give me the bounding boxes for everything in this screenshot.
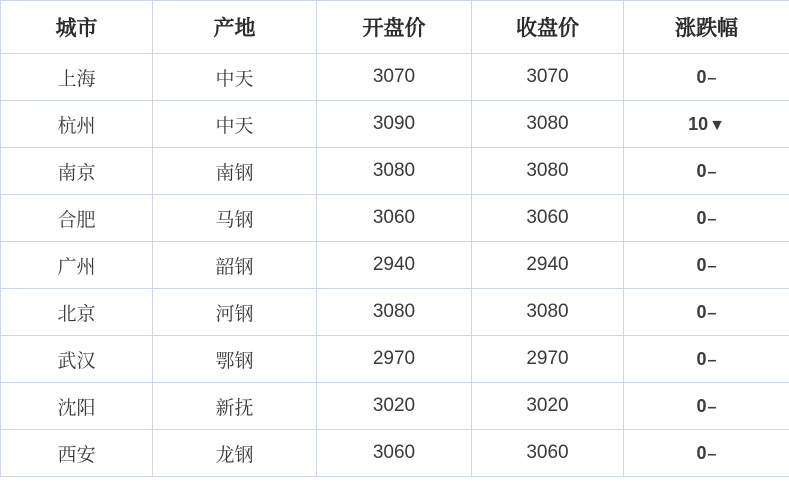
- cell-close-price: 3060: [472, 195, 624, 242]
- table-row: [1, 383, 789, 430]
- table-row: [1, 148, 789, 195]
- cell-open-price: 3070: [317, 54, 472, 101]
- table-row: [1, 54, 789, 101]
- change-value: 0: [696, 207, 707, 228]
- cell-city: 杭州: [1, 101, 153, 148]
- column-header-change: 涨跌幅: [624, 1, 789, 54]
- dash-icon: –: [707, 445, 717, 463]
- cell-change: [624, 195, 789, 242]
- cell-city: 武汉: [1, 336, 153, 383]
- cell-origin: 中天: [153, 101, 317, 148]
- dash-icon: –: [707, 69, 717, 87]
- dash-icon: –: [707, 351, 717, 369]
- cell-close-price: 3080: [472, 289, 624, 336]
- cell-close-price: 3060: [472, 430, 624, 477]
- cell-open-price: 3020: [317, 383, 472, 430]
- table-body: [1, 54, 789, 477]
- cell-city: 上海: [1, 54, 153, 101]
- cell-city: 沈阳: [1, 383, 153, 430]
- change-value: 0: [696, 348, 707, 369]
- cell-city: 广州: [1, 242, 153, 289]
- cell-open-price: 2970: [317, 336, 472, 383]
- table-row: [1, 336, 789, 383]
- cell-city: 南京: [1, 148, 153, 195]
- dash-icon: –: [707, 210, 717, 228]
- cell-origin: 马钢: [153, 195, 317, 242]
- dash-icon: –: [707, 163, 717, 181]
- cell-close-price: 2940: [472, 242, 624, 289]
- change-value: 0: [696, 301, 707, 322]
- cell-origin: 南钢: [153, 148, 317, 195]
- table-row: [1, 195, 789, 242]
- column-header-city: 城市: [1, 1, 153, 54]
- cell-close-price: 3080: [472, 101, 624, 148]
- arrow-down-icon: ▼: [709, 116, 725, 134]
- cell-city: 合肥: [1, 195, 153, 242]
- table-header: [1, 1, 789, 54]
- change-value: 0: [696, 160, 707, 181]
- cell-origin: 河钢: [153, 289, 317, 336]
- table-row: [1, 101, 789, 148]
- dash-icon: –: [707, 304, 717, 322]
- cell-close-price: 3080: [472, 148, 624, 195]
- table-row: [1, 242, 789, 289]
- column-header-origin: 产地: [153, 1, 317, 54]
- cell-change: [624, 336, 789, 383]
- cell-close-price: 2970: [472, 336, 624, 383]
- cell-change: [624, 54, 789, 101]
- cell-open-price: 3060: [317, 430, 472, 477]
- cell-origin: 龙钢: [153, 430, 317, 477]
- cell-change: [624, 242, 789, 289]
- cell-change: [624, 101, 789, 148]
- cell-open-price: 3090: [317, 101, 472, 148]
- dash-icon: –: [707, 257, 717, 275]
- change-value: 0: [696, 66, 707, 87]
- table-row: [1, 430, 789, 477]
- column-header-open-price: 开盘价: [317, 1, 472, 54]
- cell-origin: 中天: [153, 54, 317, 101]
- cell-open-price: 2940: [317, 242, 472, 289]
- cell-origin: 鄂钢: [153, 336, 317, 383]
- dash-icon: –: [707, 398, 717, 416]
- cell-open-price: 3060: [317, 195, 472, 242]
- change-value: 0: [696, 395, 707, 416]
- cell-close-price: 3020: [472, 383, 624, 430]
- cell-close-price: 3070: [472, 54, 624, 101]
- cell-city: 北京: [1, 289, 153, 336]
- cell-change: [624, 289, 789, 336]
- change-value: 10: [688, 113, 709, 134]
- change-value: 0: [696, 254, 707, 275]
- cell-city: 西安: [1, 430, 153, 477]
- cell-change: [624, 383, 789, 430]
- change-value: 0: [696, 442, 707, 463]
- cell-change: [624, 430, 789, 477]
- cell-origin: 韶钢: [153, 242, 317, 289]
- cell-change: [624, 148, 789, 195]
- cell-open-price: 3080: [317, 148, 472, 195]
- cell-open-price: 3080: [317, 289, 472, 336]
- column-header-close-price: 收盘价: [472, 1, 624, 54]
- cell-origin: 新抚: [153, 383, 317, 430]
- table-row: [1, 289, 789, 336]
- table-header-row: [1, 1, 789, 54]
